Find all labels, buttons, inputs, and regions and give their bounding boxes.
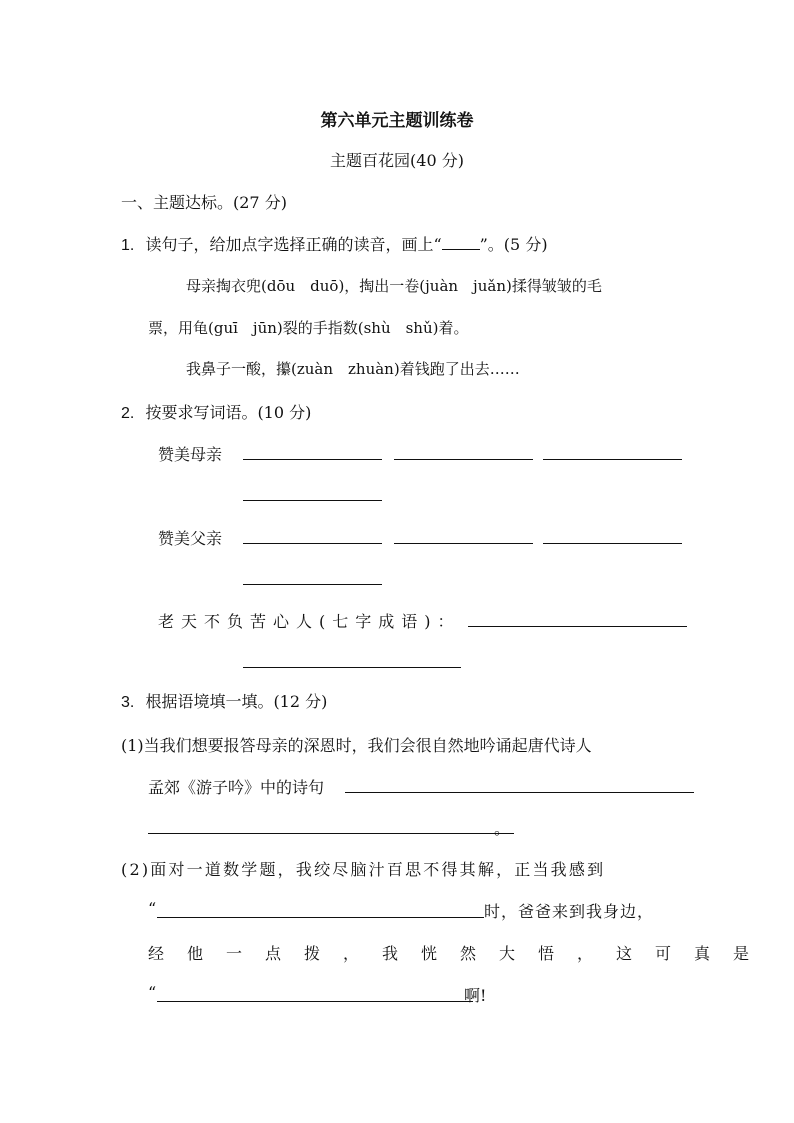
- sub-question-2-cont: 时，爸爸来到我身边，: [484, 902, 655, 921]
- label-praise-father: 赞美父亲: [158, 529, 223, 548]
- answer-line[interactable]: [243, 543, 382, 544]
- sub-question-2: (2)面对一道数学题，我绞尽脑汁百思不得其解，正当我感到: [121, 860, 606, 879]
- answer-line[interactable]: [243, 584, 382, 585]
- sub-question-1-cont: 孟郊《游子吟》中的诗句: [148, 778, 325, 797]
- answer-line[interactable]: [243, 459, 382, 460]
- answer-line[interactable]: [157, 917, 484, 918]
- answer-line[interactable]: [148, 833, 514, 834]
- sub-question-1: (1)当我们想要报答母亲的深恩时，我们会很自然地吟诵起唐代诗人: [121, 736, 592, 755]
- sentence-end: 啊!: [464, 986, 487, 1005]
- label-praise-mother: 赞美母亲: [158, 445, 223, 464]
- answer-line[interactable]: [243, 500, 382, 501]
- answer-line[interactable]: [157, 1001, 473, 1002]
- question-number: 2.: [121, 405, 135, 422]
- answer-line[interactable]: [468, 626, 687, 627]
- question-1-text: 读句子，给加点字选择正确的读音，画上“: [145, 235, 442, 254]
- answer-line[interactable]: [243, 667, 461, 668]
- answer-line[interactable]: [394, 459, 533, 460]
- open-quote: “: [148, 983, 157, 1002]
- passage-line: 母亲掏衣兜(dōu duō)，掏出一卷(juàn juǎn)揉得皱皱的毛: [186, 277, 602, 295]
- sentence-end: 。: [494, 819, 511, 838]
- question-1-score: ”。(5 分): [479, 235, 548, 254]
- question-3-text: 根据语境填一填。(12 分): [145, 692, 328, 711]
- page-subtitle: 主题百花园(40 分): [330, 151, 464, 170]
- section-heading: 一、主题达标。(27 分): [121, 193, 287, 212]
- question-2-prompt: [121, 400, 311, 423]
- page-title: 第六单元主题训练卷: [320, 111, 474, 131]
- question-number: 3.: [121, 694, 135, 711]
- label-idiom: 老天不负苦心人(七字成语)：: [158, 612, 461, 631]
- question-number: 1.: [121, 237, 135, 254]
- question-2-text: 按要求写词语。(10 分): [145, 403, 312, 422]
- sub-question-2-line3: 经他一点拨，我恍然大悟，这可真是: [148, 944, 773, 963]
- open-quote: “: [148, 899, 157, 918]
- question-3-prompt: [121, 689, 327, 712]
- answer-line[interactable]: [394, 543, 533, 544]
- passage-line: 我鼻子一酸，攥(zuàn zhuàn)着钱跑了出去……: [186, 360, 520, 378]
- answer-line[interactable]: [543, 459, 682, 460]
- passage-line: 票，用龟(guī jūn)裂的手指数(shù shǔ)着。: [148, 319, 469, 337]
- answer-line[interactable]: [345, 792, 694, 793]
- answer-blank: [442, 235, 480, 250]
- question-1-prompt: [121, 232, 548, 255]
- answer-line[interactable]: [543, 543, 682, 544]
